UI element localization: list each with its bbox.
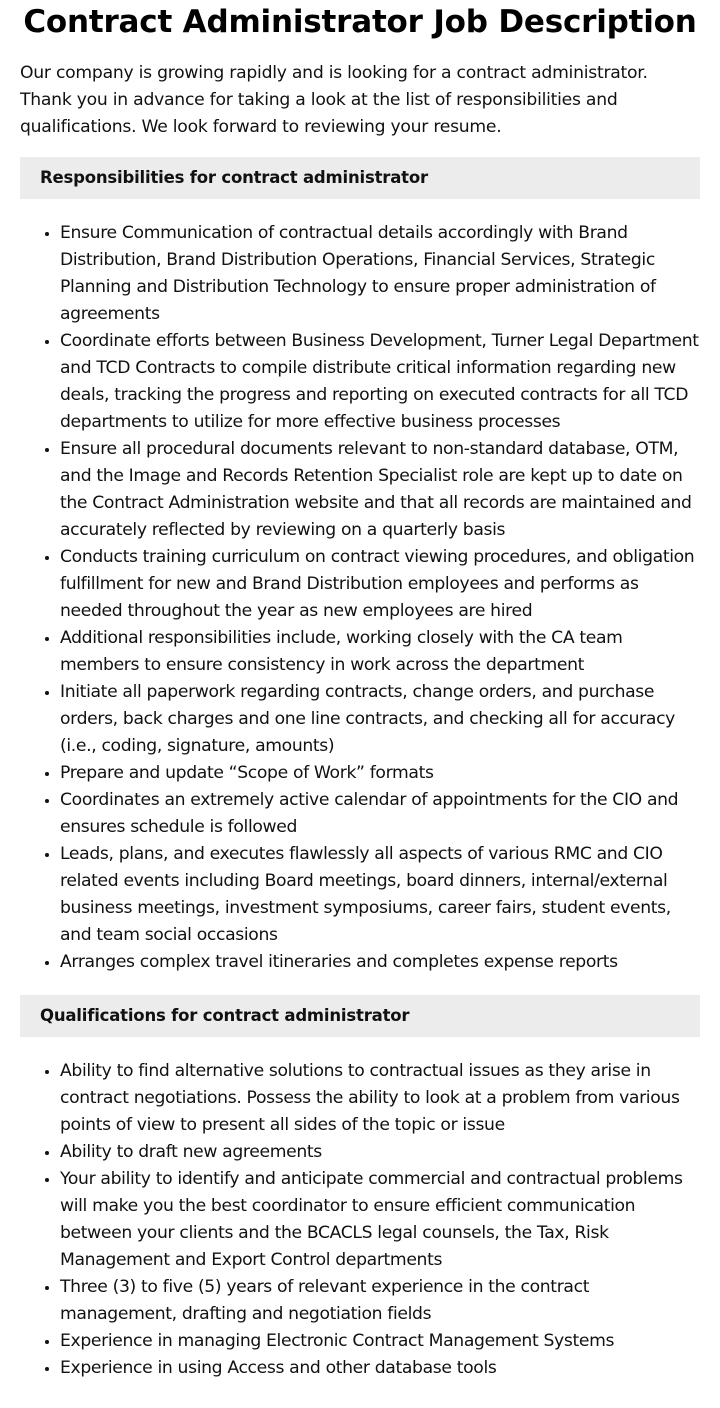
list-item: • Initiate all paperwork regarding contracts, change orders, and purchase orders, back charges and one line contracts, and checking all for accuracy (i.e., coding, signature, amounts) <box>60 679 700 760</box>
list-item: • Conducts training curriculum on contract viewing procedures, and obligation fulfillment for new and Brand Distribution employees and performs as needed throughout the year as new employees are hired <box>60 544 700 625</box>
list-item: • Three (3) to five (5) years of relevant experience in the contract management, drafting and negotiation fields <box>60 1274 700 1328</box>
list-item: • Prepare and update “Scope of Work” formats <box>60 760 700 787</box>
list-item: • Additional responsibilities include, working closely with the CA team members to ensure consistency in work across the department <box>60 625 700 679</box>
qualifications-list <box>20 1058 700 1382</box>
responsibilities-list <box>20 220 700 976</box>
list-item: • Coordinates an extremely active calendar of appointments for the CIO and ensures schedule is followed <box>60 787 700 841</box>
list-item: • Your ability to identify and anticipate commercial and contractual problems will make you the best coordinator to ensure efficient communication between your clients and the BCACLS legal counsels, the Tax, Risk Management and Export Control departments <box>60 1166 700 1274</box>
list-item: • Ensure all procedural documents relevant to non-standard database, OTM, and the Image and Records Retention Specialist role are kept up to date on the Contract Administration website and that all records are maintained and accurately reflected by reviewing on a quarterly basis <box>60 436 700 544</box>
page-title: Contract Administrator Job Description <box>23 4 697 40</box>
list-item: • Coordinate efforts between Business Development, Turner Legal Department and TCD Contracts to compile distribute critical information regarding new deals, tracking the progress and reporting on executed contracts for all TCD departments to utilize for more effective business processes <box>60 328 700 436</box>
list-item: • Experience in managing Electronic Contract Management Systems <box>60 1328 700 1355</box>
list-item: • Ensure Communication of contractual details accordingly with Brand Distribution, Brand Distribution Operations, Financial Services, Strategic Planning and Distribution Technology to ensure proper administration of agreements <box>60 220 700 328</box>
list-item: • Arranges complex travel itineraries and completes expense reports <box>60 949 700 976</box>
list-item: • Experience in using Access and other database tools <box>60 1355 700 1382</box>
qualifications-heading: Qualifications for contract administrator <box>20 995 700 1037</box>
list-item: • Ability to draft new agreements <box>60 1139 700 1166</box>
intro-paragraph: Our company is growing rapidly and is looking for a contract administrator. Thank you in advance for taking a look at the list of responsibilities and qualifications. We look forward to reviewing your resume. <box>20 63 648 137</box>
list-item: • Ability to find alternative solutions to contractual issues as they arise in contract negotiations. Possess the ability to look at a problem from various points of view to present all sides of the topic or issue <box>60 1058 700 1139</box>
list-item: • Leads, plans, and executes flawlessly all aspects of various RMC and CIO related events including Board meetings, board dinners, internal/external business meetings, investment symposiums, career fairs, student events, and team social occasions <box>60 841 700 949</box>
responsibilities-heading: Responsibilities for contract administrator <box>20 157 700 199</box>
